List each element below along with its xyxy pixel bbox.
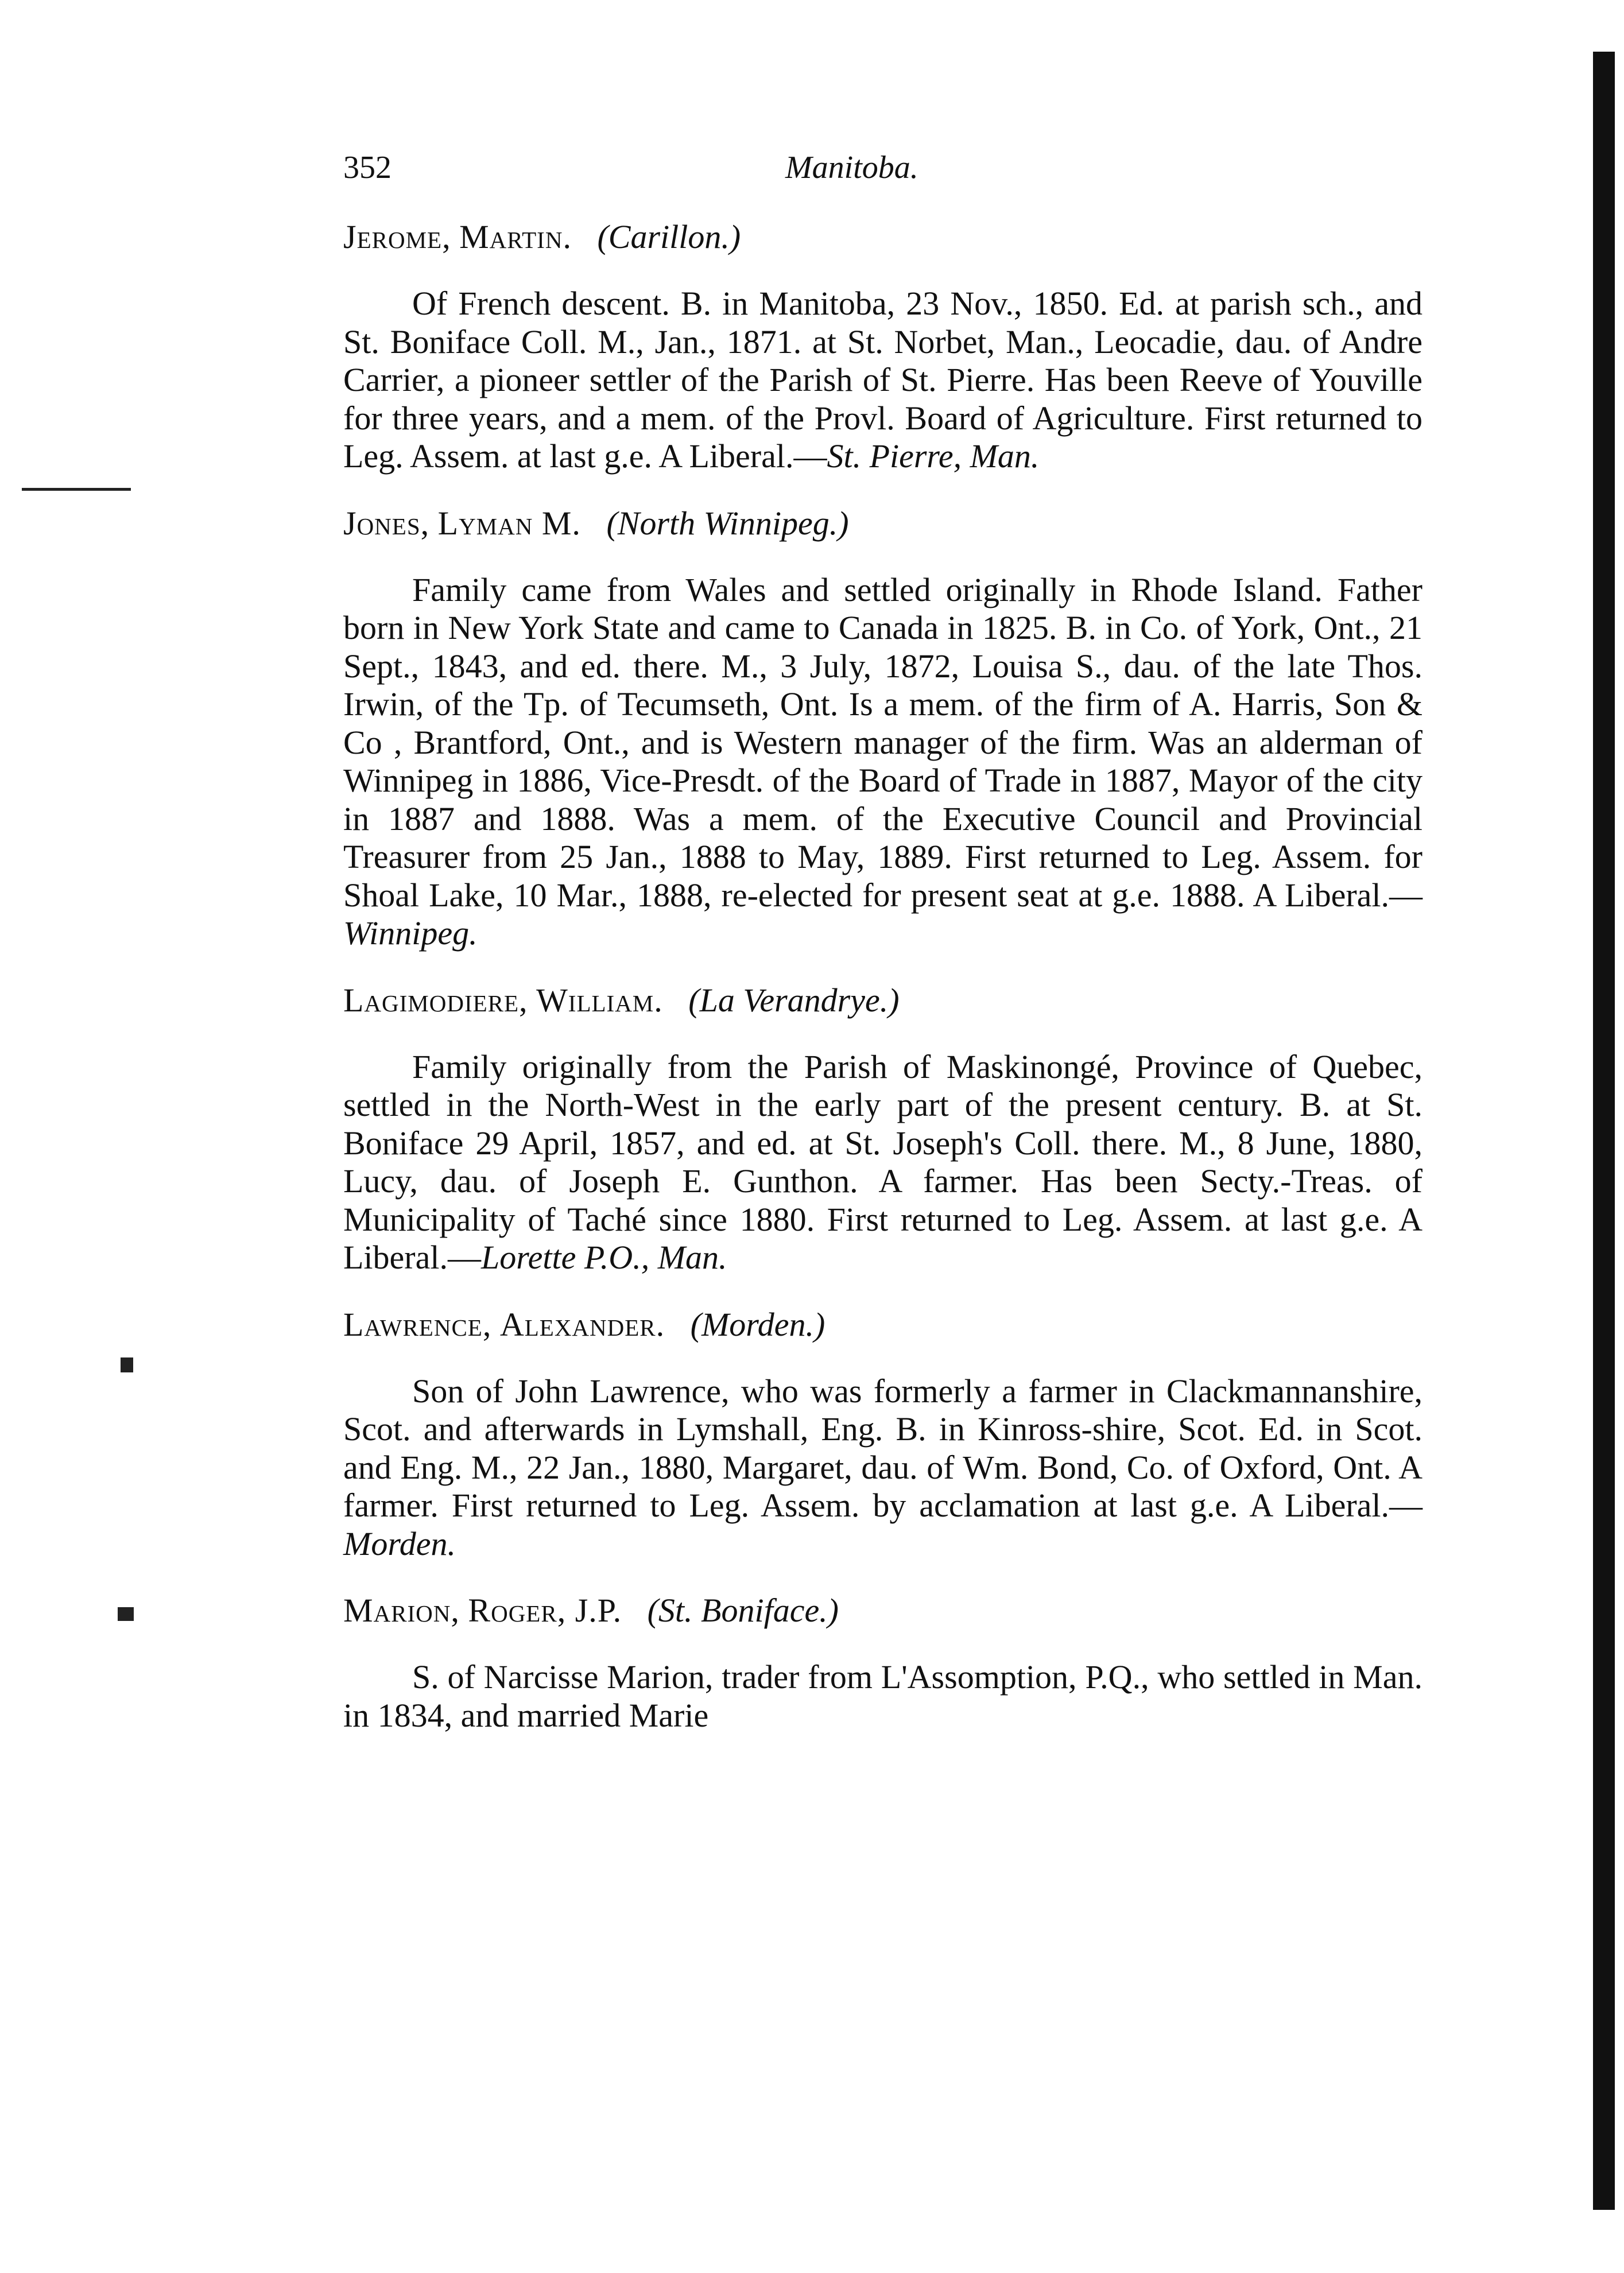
entry-biography — [343, 1048, 1423, 1277]
entry — [343, 1592, 1423, 1735]
entry-residence: St. Pierre, Man. — [827, 437, 1040, 475]
entry-biography — [343, 1658, 1423, 1735]
entry — [343, 505, 1423, 953]
entry-constituency: (Morden.) — [690, 1305, 825, 1343]
entry-surname: Lawrence, — [343, 1305, 492, 1343]
entry-residence: Morden. — [343, 1525, 456, 1562]
entry-given-name: Alexander. — [499, 1305, 665, 1343]
entry-constituency: (Carillon.) — [597, 218, 741, 255]
entry-biography — [343, 285, 1423, 476]
binding-edge — [1593, 52, 1615, 2210]
entry-text: Family came from Wales and settled originally in Rhode Island. Father born in New York State and came to Canada in 1825. B. in Co. of York, Ont., 21 Sept., 1843, and ed. there. M., 3 July, 1872, Louisa S., dau. of the late Thos. Irwin, of the Tp. of Tecumseth, Ont. Is a mem. of the firm of A. Harris, Son & Co , Brantford, Ont., and is Western manager of the firm. Was an alderman of Winnipeg in 1886, Vice-Presdt. of the Board of Trade in 1887, Mayor of the city in 1887 and 1888. Was a mem. of the Executive Council and Provincial Treasurer from 25 Jan., 1888 to May, 1889. First returned to Leg. Assem. for Shoal Lake, 10 Mar., 1888, re-elected for present seat at g.e. 1888. A Liberal.— — [343, 571, 1423, 914]
entry-heading — [343, 505, 1423, 542]
entry-text: Of French descent. B. in Manitoba, 23 Nov., 1850. Ed. at parish sch., and St. Boniface Coll. M., Jan., 1871. at St. Norbet, Man., Leocadie, dau. of Andre Carrier, a pioneer settler of the Parish of St. Pierre. Has been Reeve of Youville for three years, and a mem. of the Provl. Board of Agriculture. First returned to Leg. Assem. at last g.e. A Liberal.— — [343, 285, 1423, 475]
entry-heading — [343, 218, 1423, 256]
entry — [343, 218, 1423, 476]
entry-residence: Lorette P.O., Man. — [480, 1239, 727, 1276]
entry-constituency: (North Winnipeg.) — [606, 504, 849, 542]
entry-surname: Lagimodiere, — [343, 981, 528, 1019]
entry-residence: Winnipeg. — [343, 914, 478, 952]
entry-constituency: (La Verandrye.) — [688, 981, 900, 1019]
entry-given-name: Martin. — [459, 218, 572, 255]
entry — [343, 1306, 1423, 1564]
entry-given-name: Lyman M. — [437, 504, 581, 542]
entry-text: Family originally from the Parish of Maskinongé, Province of Quebec, settled in the North-West in the early part of the present century. B. at St. Boniface 29 April, 1857, and ed. at St. Joseph's Coll. there. M., 8 June, 1880, Lucy, dau. of Joseph E. Gunthon. A farmer. Has been Secty.-Treas. of Municipality of Taché since 1880. First returned to Leg. Assem. at last g.e. A Liberal.— — [343, 1048, 1423, 1276]
entry-heading — [343, 1306, 1423, 1344]
margin-mark — [121, 1357, 133, 1372]
running-title: Manitoba. — [785, 150, 918, 185]
entry — [343, 982, 1423, 1277]
entry-heading — [343, 1592, 1423, 1630]
page-number: 352 — [343, 150, 392, 185]
entry-surname: Jones, — [343, 504, 430, 542]
margin-mark — [118, 1607, 134, 1621]
text-column — [343, 143, 1423, 1763]
entry-heading — [343, 982, 1423, 1019]
entry-biography — [343, 571, 1423, 953]
entry-given-name: Roger, J.P. — [468, 1592, 622, 1629]
entry-text: Son of John Lawrence, who was formerly a farmer in Clackmannanshire, Scot. and afterwards in Lymshall, Eng. B. in Kinross-shire, Scot. Ed. in Scot. and Eng. M., 22 Jan., 1880, Margaret, dau. of Wm. Bond, Co. of Oxford, Ont. A farmer. First returned to Leg. Assem. by acclamation at last g.e. A Liberal.— — [343, 1372, 1423, 1524]
entry-constituency: (St. Boniface.) — [647, 1592, 839, 1629]
entry-surname: Jerome, — [343, 218, 451, 255]
entry-given-name: William. — [536, 981, 663, 1019]
margin-mark — [22, 488, 131, 491]
running-head — [343, 143, 1423, 195]
entry-biography — [343, 1372, 1423, 1564]
entry-surname: Marion, — [343, 1592, 460, 1629]
entry-text: S. of Narcisse Marion, trader from L'Assomption, P.Q., who settled in Man. in 1834, and married Marie — [343, 1658, 1423, 1734]
